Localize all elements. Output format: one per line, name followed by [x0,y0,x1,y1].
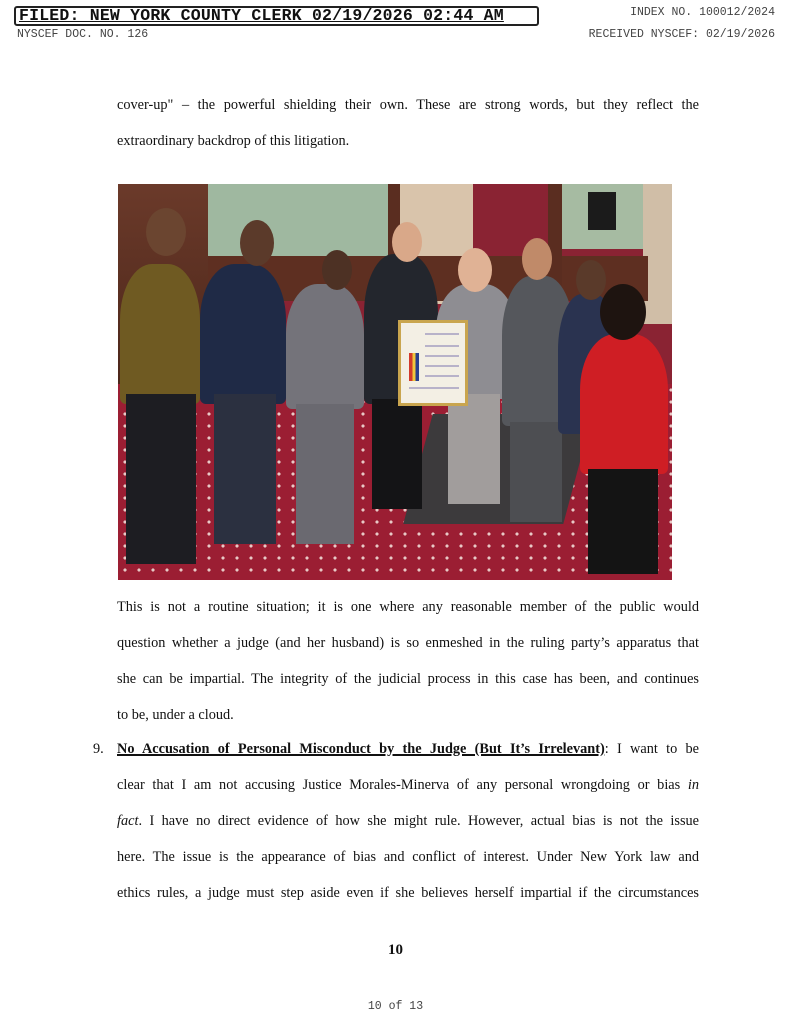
person-head [458,248,492,292]
text-line [425,345,459,347]
person-legs [296,404,354,544]
person [580,334,668,474]
person [286,284,364,409]
text-line: here. The issue is the appearance of bias and conflict of interest. Under New York law and [117,849,699,865]
person-legs [214,394,276,544]
wall [643,184,672,324]
received-date: RECEIVED NYSCEF: 02/19/2026 [588,28,775,41]
text-line [117,803,699,839]
person-head [600,284,646,340]
italic-span: fact [117,813,139,829]
person-head [322,250,352,290]
text-span: clear that I am not accusing Justice Morales-Minerva of any personal wrongdoing or bias [117,777,688,793]
person [120,264,200,404]
text-line [117,767,699,803]
seal-icon [409,353,419,381]
text-line: question whether a judge (and her husband) is so enmeshed in the ruling party’s apparatus that [117,635,699,651]
person-head [146,208,186,256]
framed-proclamation [398,320,468,406]
speaker-icon [588,192,616,230]
text-line [425,333,459,335]
page-number: 10 [388,942,403,958]
text-line: cover-up" – the powerful shielding their own. These are strong words, but they reflect the [117,97,699,113]
text-line: ethics rules, a judge must step aside even if she believes herself impartial if the circumstances [117,885,699,901]
signature-line [409,387,459,389]
person-legs [588,469,658,574]
person-legs [126,394,196,564]
index-number: INDEX NO. 100012/2024 [630,6,775,19]
text-line: she can be impartial. The integrity of the judicial process in this case has been, and continues [117,671,699,687]
person-head [392,222,422,262]
person [200,264,286,404]
appearance-paragraph [117,589,699,733]
text-line [425,365,459,367]
text-line: to be, under a cloud. [117,707,234,723]
item-9-paragraph [117,731,699,911]
item-heading: No Accusation of Personal Misconduct by the Judge (But It’s Irrelevant) [117,741,605,757]
person-head [240,220,274,266]
item-number: 9. [93,741,104,757]
text-line [117,731,699,767]
text-line [425,375,459,377]
filed-stamp: FILED: NEW YORK COUNTY CLERK 02/19/2026 02:44 AM [14,6,539,26]
text-span: : I want to be [604,741,700,757]
group-photo [118,184,672,580]
intro-paragraph [117,87,699,159]
text-line [425,355,459,357]
person-head [576,260,606,300]
text-line: extraordinary backdrop of this litigation. [117,133,350,149]
nyscef-doc-number: NYSCEF DOC. NO. 126 [17,28,149,41]
text-line: This is not a routine situation; it is one where any reasonable member of the public would [117,599,699,615]
person-legs [510,422,562,522]
text-span: . I have no direct evidence of how she might rule. However, actual bias is not the issue [138,813,699,829]
person-legs [372,399,422,509]
person-legs [448,394,500,504]
page-count: 10 of 13 [367,1000,424,1013]
italic-span: in [687,777,699,793]
person-head [522,238,552,280]
